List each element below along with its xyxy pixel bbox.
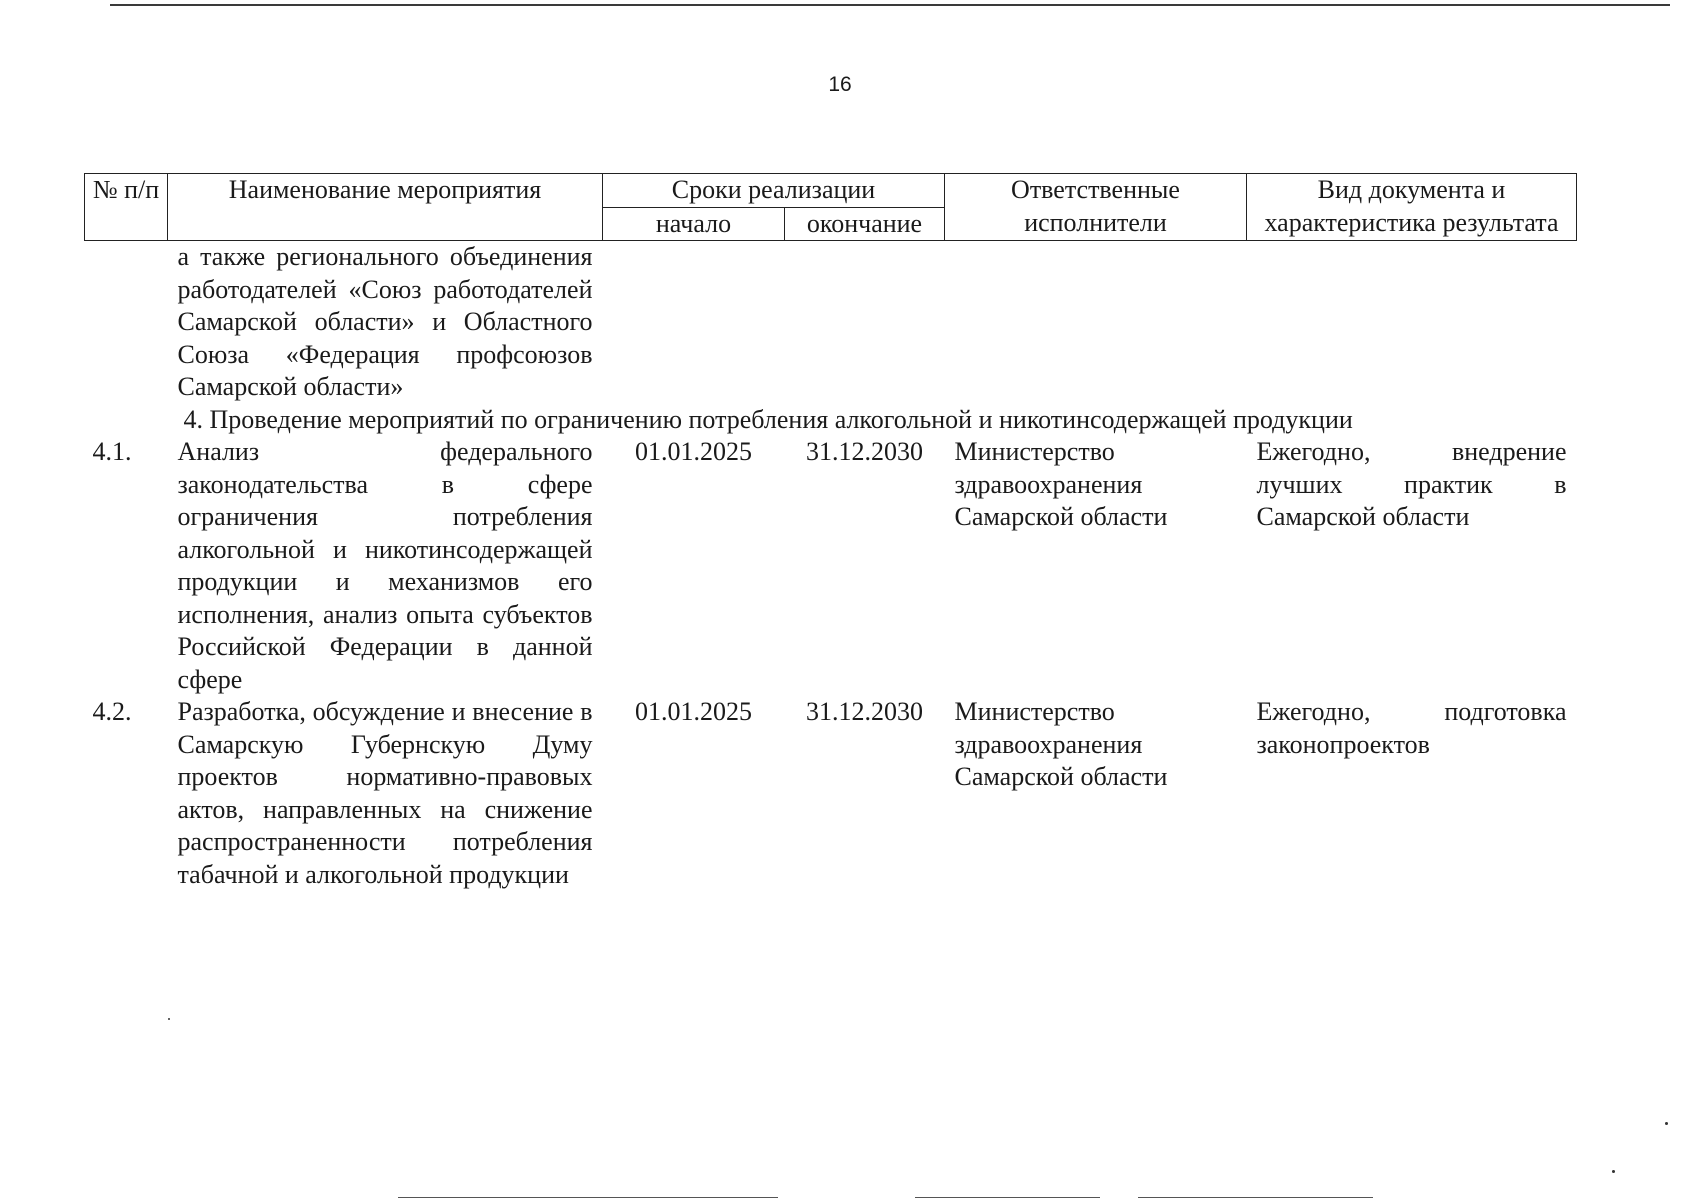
page-number: 16 bbox=[828, 73, 852, 96]
activity-name: Анализ федерального законодательства в сфере ограничения потребления алкогольной и никотинсодержащей продукции и механизмов его исполнения, анализ опыта субъектов Российской Федерации в данной сфере bbox=[177, 437, 593, 694]
activity-name: Разработка, обсуждение и внесение в Самарскую Губернскую Думу проектов нормативно-правовых актов, направленных на снижение распространенности потребления табачной и алкогольной продукции bbox=[177, 697, 593, 889]
activities-table bbox=[84, 173, 1577, 891]
row-number: 4.1. bbox=[92, 437, 132, 466]
header-start: начало bbox=[603, 207, 785, 241]
end-date: 31.12.2030 bbox=[806, 697, 923, 726]
start-date: 01.01.2025 bbox=[635, 697, 752, 726]
bottom-scan-mark bbox=[398, 1197, 778, 1198]
continuation-text: а также регионального объединения работодателей «Союз работодателей Самарской области» и Областного Союза «Федерация профсоюзов Самарской области» bbox=[177, 242, 593, 401]
bottom-scan-mark bbox=[915, 1197, 1100, 1198]
executors: Министерство здравоохранения Самарской области bbox=[954, 697, 1168, 791]
result: Ежегодно, внедрение лучших практик в Самарской области bbox=[1256, 437, 1567, 531]
header-result: Вид документа и характеристика результата bbox=[1247, 174, 1577, 241]
end-date: 31.12.2030 bbox=[806, 437, 923, 466]
top-scan-edge bbox=[110, 4, 1670, 6]
header-number: № п/п bbox=[85, 174, 168, 241]
header-activity-name: Наименование мероприятия bbox=[168, 174, 603, 241]
table-row bbox=[85, 696, 1577, 891]
header-executors: Ответственные исполнители bbox=[945, 174, 1247, 241]
section-title: 4. Проведение мероприятий по ограничению потребления алкогольной и никотинсодержащей продукции bbox=[183, 404, 1353, 434]
row-number: 4.2. bbox=[92, 697, 132, 726]
header-timing: Сроки реализации bbox=[603, 174, 945, 208]
section-row bbox=[85, 404, 1577, 437]
start-date: 01.01.2025 bbox=[635, 437, 752, 466]
table-row bbox=[85, 436, 1577, 696]
header-end: окончание bbox=[785, 207, 945, 241]
scan-speck bbox=[168, 1018, 170, 1020]
result: Ежегодно, подготовка законопроектов bbox=[1256, 697, 1567, 759]
scan-speck bbox=[1665, 1122, 1668, 1125]
executors: Министерство здравоохранения Самарской области bbox=[954, 437, 1168, 531]
scan-speck bbox=[1612, 1170, 1615, 1173]
continuation-row bbox=[85, 241, 1577, 404]
bottom-scan-mark bbox=[1138, 1197, 1373, 1198]
